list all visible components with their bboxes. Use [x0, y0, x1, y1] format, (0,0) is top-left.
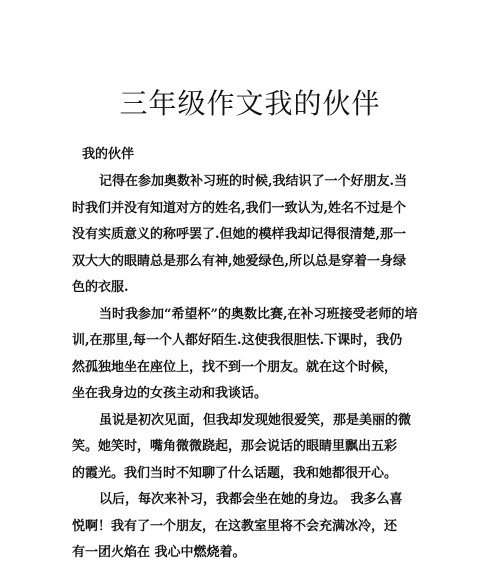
- paragraph-line: 时我们并没有知道对方的姓名,我们一致认为,姓名不过是个: [72, 200, 407, 216]
- paragraph-line: 没有实质意义的称呼罢了.但她的模样我却记得很清楚,那一: [72, 227, 407, 242]
- paragraph-line: 悦啊！我有了一个朋友，在这教室里将不会充满冰冷，还: [72, 518, 398, 534]
- essay-subtitle: 我的伙伴: [82, 147, 135, 162]
- essay-body: [72, 169, 428, 567]
- paragraph-line: 笑。她笑时，嘴角微微跷起，那会说话的眼睛里飘出五彩: [72, 439, 398, 454]
- paragraph-line: 有一团火焰在 我心中燃烧着。: [72, 545, 246, 560]
- paragraph-line: 以后，每次来补习，我都会坐在她的身边。 我多么喜: [99, 492, 403, 507]
- paragraph-line: 的霞光。我们当时不知聊了什么话题，我和她都很开心。: [72, 465, 398, 481]
- paragraph-line: 当时我参加“希望杯”的奥数比赛,在补习班接受老师的培: [99, 306, 418, 322]
- paragraph-line: 双大大的眼睛总是那么有神,她爱绿色,所以总是穿着一身绿: [72, 253, 407, 269]
- document-title: 三年级作文我的伙伴: [119, 87, 381, 120]
- paragraph-line: 记得在参加奥数补习班的时候,我结识了一个好朋友.当: [99, 174, 408, 189]
- paragraph-line: 然孤独地坐在座位上，找不到一个朋友。就在这个时候，: [72, 359, 398, 375]
- paragraph-line: 训,在那里,每一个人都好陌生.这使我很胆怯.下课时，我仍: [72, 333, 403, 348]
- paragraph-line: 虽说是初次见面，但我却发现她很爱笑，那是美丽的微: [99, 412, 412, 428]
- paragraph-line: 坐在我身边的女孩主动和我谈话。: [72, 386, 268, 401]
- paragraph-line: 色的衣服.: [72, 280, 129, 295]
